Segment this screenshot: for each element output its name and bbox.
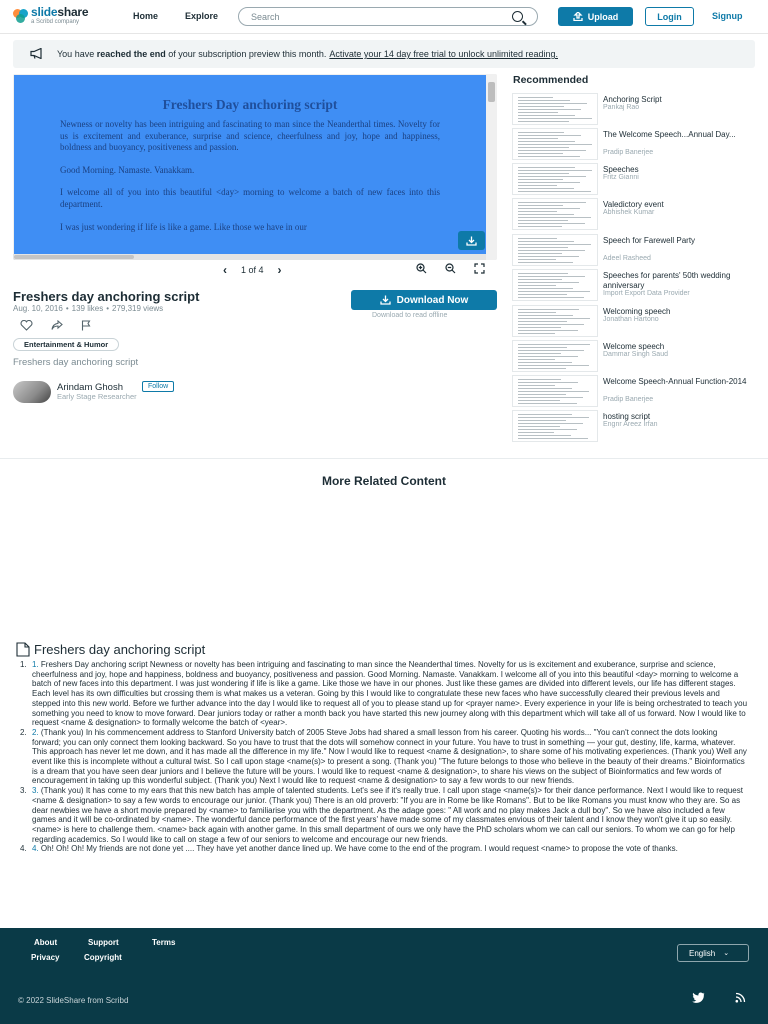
signup-link[interactable]: Signup [712,11,743,21]
search-input[interactable] [238,7,538,26]
floating-download-button[interactable] [458,231,485,250]
transcript-item-number: 4. [20,844,27,854]
author-role: Early Stage Researcher [57,392,137,401]
transcript-list [20,660,748,854]
recommended-title[interactable]: hosting script [603,412,651,421]
transcript-text: (Thank you) In his commencement address to Stanford University batch of 2005 Steve Jobs had shared a small lesson from his career. Quoting his words... "You can't connect the dots looking forward; you can only connect them looking backward. So you have to trust that the dots will somehow connect in your future. You have to trust in something — your gut, destiny, life, karma, whatever. This approach has never let me down, and it has made all the difference in my life." Now I would like to request <name & designation>, to share some of his motivating experiences. (Thank you) Well any event like this is incomplete without a cultural twist. So I call upon stage <name(s)> to present a song. (Thank you) "The future belongs to those who believe in the beauty of their dreams." Bioinformatics is a dream that you have seen dear juniors and I believe the future will be yours. I would like to request <name & designation>, to share his views on the subject of Bioinformatics and few words of encouragement in taking up this wonderful subject. (Thank you) Next I would like to request <name & designation> to say a few words to our new friends. [32,727,747,786]
recommended-thumbnail[interactable] [512,269,598,301]
viewer-toolbar [13,260,497,280]
footer-about-link[interactable]: About [34,938,58,947]
document-icon [16,642,30,657]
recommended-author: Pankaj Rao [603,104,640,111]
transcript-text: Freshers Day anchoring script Newness or novelty has been intriguing and fascinating to man since the Neanderthal times. Novelty for us is excitement and exuberance, surprise and science, cheerfulness and joy, hope and happiness, boldness and buoyancy, positiveness and passion. Good Morning. Namaste. Vanakkam. I welcome all of you into this beautiful <day> morning to welcome a batch of new faces into this department. I was just wondering if life is like a game. Like those we have in our phones. Just like these games are divided into different levels, our life has different stages. Each level has its own difficulties but crossing them is what makes us a veteran. Going by this I would like to congratulate these new faces who have successfully cleared their previous levels and stepped into this new world. Before we further advance into the day I would like to request all of you to please stand up for <prayer name>. Every experience in your life is being orchestrated to teach you something you need to know to move forward. Dear juniors today or rather a month back you have started this new journey along with this department which will take all of us forward. Now I would like to request <name & designation> to formally welcome the batch of <year>. [32,660,748,728]
transcript-slide-link[interactable]: 3. [32,786,39,796]
transcript-item [20,786,748,844]
share-icon[interactable] [51,320,63,331]
recommended-thumbnail[interactable] [512,375,598,407]
transcript-item-number: 3. [20,786,27,796]
upload-label: Upload [587,11,619,22]
document-paragraph: Good Morning. Namaste. Vanakkam. [60,164,195,175]
megaphone-icon [30,48,44,59]
footer-support-link[interactable]: Support [88,938,119,947]
document-paragraph: I was just wondering if life is like a game. Like those we have in our [60,221,307,232]
document-title: Freshers day anchoring script [13,289,200,304]
document-description: Freshers day anchoring script [13,357,139,368]
upload-button[interactable] [558,7,633,26]
follow-button[interactable]: Follow [142,381,174,392]
download-icon [466,236,477,246]
transcript-item [20,727,748,786]
recommended-thumbnail[interactable] [512,234,598,266]
recommended-author: Pradip Banerjee [603,149,654,156]
download-offline-note: Download to read offline [372,312,448,319]
author-avatar[interactable] [13,381,51,403]
recommended-title[interactable]: Speeches [603,165,639,174]
transcript-item [20,660,748,728]
views-count: 279,319 views [112,304,164,313]
upload-icon [573,12,583,21]
transcript-title: Freshers day anchoring script [34,642,206,657]
banner-text-post: of your subscription preview this month. [168,49,327,59]
recommended-title[interactable]: Valedictory event [603,200,664,209]
zoom-in-icon[interactable] [416,263,427,274]
recommended-title[interactable]: The Welcome Speech...Annual Day... [603,130,736,139]
recommended-item[interactable] [512,128,762,160]
recommended-title[interactable]: Welcoming speech [603,307,671,316]
recommended-thumbnail[interactable] [512,410,598,442]
language-value: English [689,948,716,958]
category-tag[interactable]: Entertainment & Humor [13,338,119,351]
top-navigation-bar [0,0,768,34]
viewer-tools [416,263,485,274]
related-content-heading: More Related Content [321,474,446,488]
zoom-out-icon[interactable] [445,263,456,274]
nav-home-link[interactable]: Home [133,11,159,21]
recommended-thumbnail[interactable] [512,305,598,337]
footer-copyright-link[interactable]: Copyright [84,953,122,962]
slideshare-logo[interactable] [13,6,88,25]
recommended-author: Dammar Singh Saud [603,351,668,358]
transcript-item-number: 2. [20,727,27,737]
document-viewer [13,74,497,278]
upload-date: Aug. 10, 2016 [13,304,63,313]
chevron-down-icon: ⌄ [723,950,730,957]
rss-icon[interactable] [735,992,746,1003]
slideshare-logo-icon [13,8,29,24]
transcript-item [20,844,748,854]
footer [0,928,768,1024]
recommended-heading: Recommended [513,74,589,86]
next-page-button[interactable]: › [277,263,282,277]
recommended-author: Engnr Areez Irfan [603,421,658,428]
recommended-item[interactable] [512,410,762,442]
recommended-thumbnail[interactable] [512,340,598,372]
pager [223,263,282,277]
download-now-button[interactable] [351,290,497,310]
fullscreen-icon[interactable] [474,263,485,274]
search-placeholder: Search [251,11,280,22]
twitter-icon[interactable] [692,992,705,1003]
recommended-thumbnail[interactable] [512,93,598,125]
recommended-item[interactable] [512,163,762,195]
recommended-item[interactable] [512,305,762,337]
recommended-thumbnail[interactable] [512,128,598,160]
document-frame[interactable] [13,74,497,260]
flag-icon[interactable] [81,320,91,331]
recommended-title[interactable]: Anchoring Script [603,95,662,104]
recommended-item[interactable] [512,340,762,372]
search-icon[interactable] [512,11,523,22]
page-indicator: 1 of 4 [241,265,264,275]
document-paragraph: I welcome all of you into this beautiful <day> morning to welcome a batch of new faces into this department. [60,187,440,209]
banner-text-pre: You have [57,49,95,59]
transcript-slide-link[interactable]: 4. [32,844,39,854]
recommended-item[interactable] [512,375,762,407]
transcript-item-number: 1. [20,660,27,669]
document-paragraph: Newness or novelty has been intriguing and fascinating to man since the Neanderthal times. Novelty for us is excitement and exuberance, surprise and science, cheerfulness and joy, hope and happiness, boldness and buoyancy, positiveness and passion. [60,119,440,153]
footer-terms-link[interactable]: Terms [152,938,176,947]
recommended-author: Import Export Data Provider [603,290,690,297]
nav-explore-link[interactable]: Explore [185,11,219,21]
logo-wordmark: slideshare [31,5,89,19]
recommended-title[interactable]: Welcome Speech-Annual Function-2014 [603,377,747,386]
recommended-title[interactable]: Speech for Farewell Party [603,236,696,245]
recommended-author: Jonathan Hartono [603,316,659,323]
recommended-author: Adeel Rasheed [603,255,651,262]
previous-page-button[interactable]: ‹ [223,263,227,277]
recommended-item[interactable] [512,269,762,301]
document-page [14,75,486,260]
activate-trial-link[interactable]: Activate your 14 day free trial to unlock unlimited reading. [329,49,558,59]
author-name[interactable]: Arindam Ghosh [57,382,124,393]
recommended-title[interactable]: Welcome speech [603,342,665,351]
transcript-text: (Thank you) It has come to my ears that this new batch has ample of talented students. Let's see if it's really true. I call upon stage <name(s)> for their dance performance. Next I would like to request <name & designation> to say a few words to encourage our junior. (Thank you) There is an old proverb: "If you are in Rome be like Romans". But to be like Romans you must know who they are. So as dear newbies we have a short movie prepared by <name> to familiarise you with the department. As the adage goes: " All work and no play makes Jack a dull boy". So we have also included a few games and it will be co-ordinated by <name>. The wonderful dance performance of the first years' have made some of my classmates envious of their talent and I know they won't give it up so easily. <name> is here to challenge them. <name> back again with another game. In this small department of ours we only have the PhD scholars whom we can call our seniors. To whom we can go for help regarding academics. So I would like to call on stage a few of our seniors to welcome and encourage our new friends. [32,786,743,844]
recommended-author: Pradip Banerjee [603,396,654,403]
like-heart-icon[interactable] [20,320,33,331]
language-select[interactable] [677,944,749,962]
footer-privacy-link[interactable]: Privacy [31,953,60,962]
login-button[interactable]: Login [645,7,694,26]
document-page-title: Freshers Day anchoring script [162,97,338,112]
recommended-item[interactable] [512,198,762,230]
banner-text-bold: reached the end [96,49,166,59]
likes-count: 139 likes [71,304,104,313]
subscription-banner [13,40,755,68]
logo-subtitle: a Scribd company [31,19,80,25]
recommended-author: Abhishek Kumar [603,209,655,216]
document-meta: Aug. 10, 2016 • 139 likes • 279,319 views [13,304,164,313]
transcript-text: Oh! Oh! Oh! My friends are not done yet .... They have yet another dance lined up. We have come to the end of the program. I would request <name> to propose the vote of thanks. [40,844,678,854]
recommended-author: Fritz Gianni [603,174,639,181]
download-now-label: Download Now [396,294,469,306]
recommended-thumbnail[interactable] [512,163,598,195]
recommended-item[interactable] [512,234,762,266]
recommended-item[interactable] [512,93,762,125]
transcript-slide-link[interactable]: 2. [32,727,39,737]
transcript-slide-link[interactable]: 1. [32,660,39,669]
document-actions [20,320,91,331]
section-divider [0,458,768,459]
recommended-title[interactable]: Speeches for parents' 50th wedding anniversary [603,271,731,290]
recommended-thumbnail[interactable] [512,198,598,230]
transcript-heading [16,642,205,657]
vertical-scrollbar[interactable] [486,74,497,260]
download-icon [380,295,391,305]
footer-copyright: © 2022 SlideShare from Scribd [18,996,129,1005]
